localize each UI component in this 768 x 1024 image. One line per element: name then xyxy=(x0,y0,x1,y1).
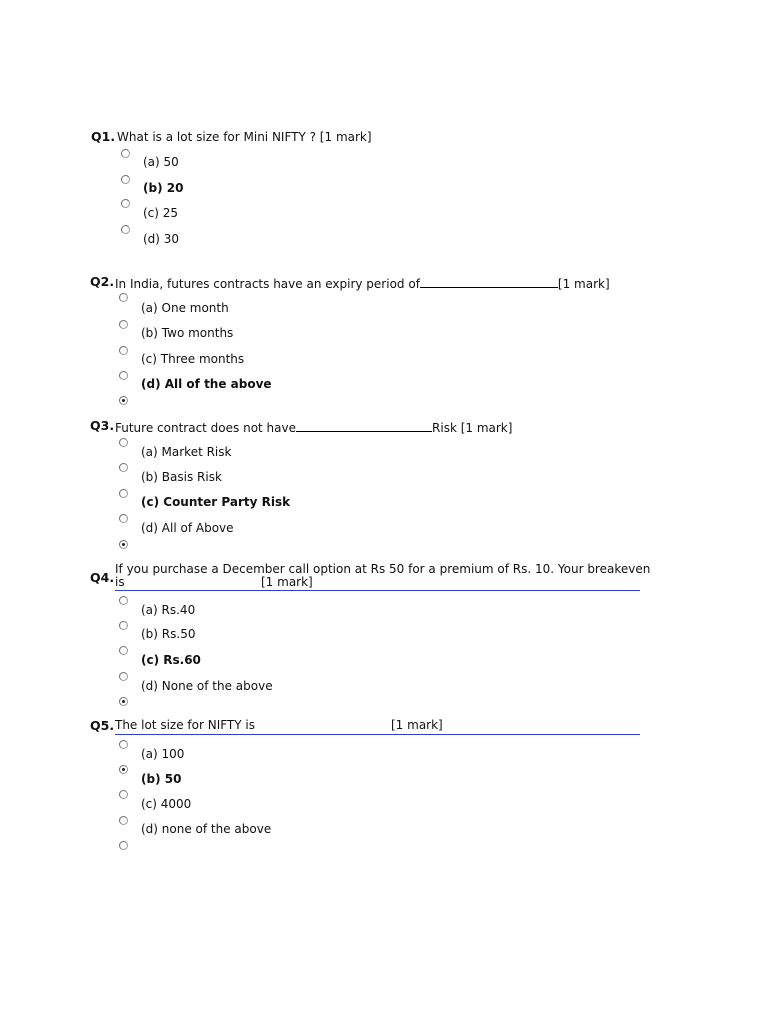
q4-option-d: (d) None of the above xyxy=(141,679,273,693)
q1-radio-d[interactable] xyxy=(121,225,130,234)
q4-option-b: (b) Rs.50 xyxy=(141,627,196,641)
q4-radio-a[interactable] xyxy=(119,596,128,605)
q3-radio-d[interactable] xyxy=(119,514,128,523)
q2-blank xyxy=(420,275,558,288)
q1-option-b: (b) 20 xyxy=(143,181,184,195)
q2-option-b: (b) Two months xyxy=(141,326,234,340)
q2-text-before: In India, futures contracts have an expiry period of xyxy=(115,277,420,291)
q5-number: Q5. xyxy=(90,718,115,733)
q5-radio-a[interactable] xyxy=(119,740,128,749)
q4-text-line2: is xyxy=(115,575,125,589)
q3-option-a: (a) Market Risk xyxy=(141,445,232,459)
q4-radio-selected[interactable] xyxy=(119,697,128,706)
q5-text: The lot size for NIFTY is xyxy=(115,718,255,732)
q3-option-b: (b) Basis Risk xyxy=(141,470,222,484)
q2-radio-b[interactable] xyxy=(119,320,128,329)
q1-number: Q1. xyxy=(91,129,116,144)
q5-radio-c[interactable] xyxy=(119,790,128,799)
q2-text-after: [1 mark] xyxy=(557,277,610,291)
q3-option-d: (d) All of Above xyxy=(141,521,234,535)
q4-underline xyxy=(115,590,640,591)
q4-option-a: (a) Rs.40 xyxy=(141,603,196,617)
q1-option-c: (c) 25 xyxy=(143,206,179,220)
q3-text-before: Future contract does not have xyxy=(115,421,297,435)
q5-underline xyxy=(115,734,640,735)
q5-radio-d[interactable] xyxy=(119,816,128,825)
q3-text-after: Risk [1 mark] xyxy=(432,421,513,435)
q2-option-c: (c) Three months xyxy=(141,352,245,366)
q5-radio-extra[interactable] xyxy=(119,841,128,850)
q3-option-c: (c) Counter Party Risk xyxy=(141,495,291,509)
q4-option-c: (c) Rs.60 xyxy=(141,653,201,667)
q4-radio-d[interactable] xyxy=(119,672,128,681)
q3-radio-b[interactable] xyxy=(119,463,128,472)
q4-radio-b[interactable] xyxy=(119,621,128,630)
q5-mark: [1 mark] xyxy=(391,718,443,732)
q4-mark: [1 mark] xyxy=(261,575,313,589)
q5-option-c: (c) 4000 xyxy=(141,797,192,811)
q2-radio-a[interactable] xyxy=(119,293,128,302)
q4-radio-c[interactable] xyxy=(119,646,128,655)
q4-number: Q4. xyxy=(90,570,115,585)
q3-text xyxy=(115,419,512,435)
q2-option-a: (a) One month xyxy=(141,301,229,315)
q2-number: Q2. xyxy=(90,274,115,289)
q1-option-a: (a) 50 xyxy=(143,155,179,169)
q3-radio-selected[interactable] xyxy=(119,540,128,549)
q2-option-d: (d) All of the above xyxy=(141,377,272,391)
q3-radio-c[interactable] xyxy=(119,489,128,498)
q1-radio-a[interactable] xyxy=(121,149,130,158)
q1-option-d: (d) 30 xyxy=(143,232,180,246)
q4-text-line1: If you purchase a December call option at Rs 50 for a premium of Rs. 10. Your breakeven xyxy=(115,562,651,576)
q5-option-b: (b) 50 xyxy=(141,772,182,786)
q3-number: Q3. xyxy=(90,418,115,433)
q2-radio-c[interactable] xyxy=(119,346,128,355)
q5-option-a: (a) 100 xyxy=(141,747,185,761)
q3-radio-a[interactable] xyxy=(119,438,128,447)
q2-radio-d[interactable] xyxy=(119,371,128,380)
q5-option-d: (d) none of the above xyxy=(141,822,272,836)
q1-radio-b[interactable] xyxy=(121,175,130,184)
q3-blank xyxy=(296,419,432,432)
q2-radio-selected[interactable] xyxy=(119,396,128,405)
q1-text: What is a lot size for Mini NIFTY ? [1 mark] xyxy=(117,130,372,144)
q5-radio-b[interactable] xyxy=(119,765,128,774)
q2-text xyxy=(115,275,610,291)
q1-radio-c[interactable] xyxy=(121,199,130,208)
